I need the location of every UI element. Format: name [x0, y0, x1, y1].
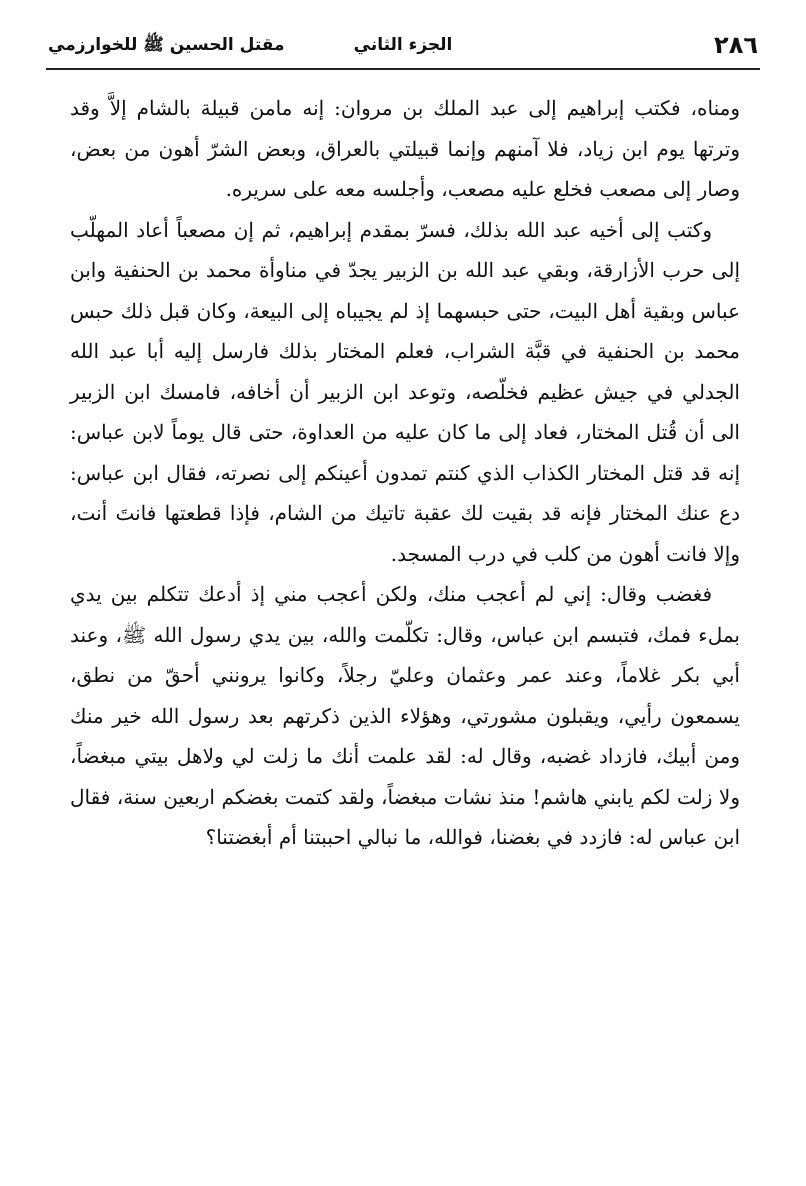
- part-label: الجزء الثاني: [353, 35, 453, 55]
- header-divider: [46, 68, 760, 70]
- paragraph-2: وكتب إلى أخيه عبد الله بذلك، فسرّ بمقدم إبراهيم، ثم إن مصعباً أعاد المهلّب إلى حرب الأزارقة، وبقي عبد الله بن الزبير يجدّ في مناوأة محمد بن الحنفية وابن عباس وبقية أهل البيت، حتى حبسهما إذ لم يجيباه إلى البيعة، وكان قبل ذلك حبس محمد بن الحنفية في قبَّة الشراب، فعلم المختار بذلك فارسل إليه أبا عبد الله الجدلي في جيش عظيم فخلّصه، وتوعد ابن الزبير أن أخافه، فامسك ابن الزبير الى أن قُتل المختار، فعاد إلى ما كان عليه من العداوة، حتى قال يوماً لابن عباس: إنه قد قتل المختار الكذاب الذي كنتم تمدون أعينكم إلى نصرته، فقال ابن عباس: دع عنك المختار فإنه قد بقيت لك عقبة تاتيك من الشام، فإذا قطعتها فانتَ أنت، وإلا فانت أهون من كلب في درب المسجد.: [70, 217, 741, 566]
- page-number: ٢٨٦: [714, 31, 758, 59]
- body-text: [70, 88, 740, 858]
- paragraph-3: فغضب وقال: إني لم أعجب منك، ولكن أعجب مني إذ أدعك تتكلم بين يدي بملء فمك، فتبسم ابن عباس، وقال: تكلّمت والله، بين يدي رسول الله ﷺ، وعند أبي بكر غلاماً، وعند عمر وعثمان وعليّ رجلاً، وكانوا يرونني أحقّ من نطق، يسمعون رأيي، ويقبلون مشورتي، وهؤلاء الذين ذكرتهم بعد رسول الله خير منك ومن أبيك، فازداد غضبه، وقال له: لقد علمت أنك ما زلت لي ولاهل بيتي مبغضاً، ولا زلت لكم يابني هاشم! منذ نشات مبغضاً، ولقد كتمت بغضكم اربعين سنة، فقال ابن عباس له: فازدد في بغضنا، فوالله، ما نبالي احببتنا أم أبغضتنا؟: [70, 582, 740, 849]
- running-header: [48, 28, 758, 62]
- book-title: مقتل الحسين ﷺ للخوارزمي: [48, 35, 285, 55]
- paragraph-1: ومناه، فكتب إبراهيم إلى عبد الملك بن مروان: إنه مامن قبيلة بالشام إلاَّ وقد وترتها يوم ابن زياد، فلا آمنهم وإنما قبيلتي بالعراق، وبعض الشرّ أهون من بعض، وصار إلى مصعب فخلع عليه مصعب، وأجلسه معه على سريره.: [70, 96, 740, 201]
